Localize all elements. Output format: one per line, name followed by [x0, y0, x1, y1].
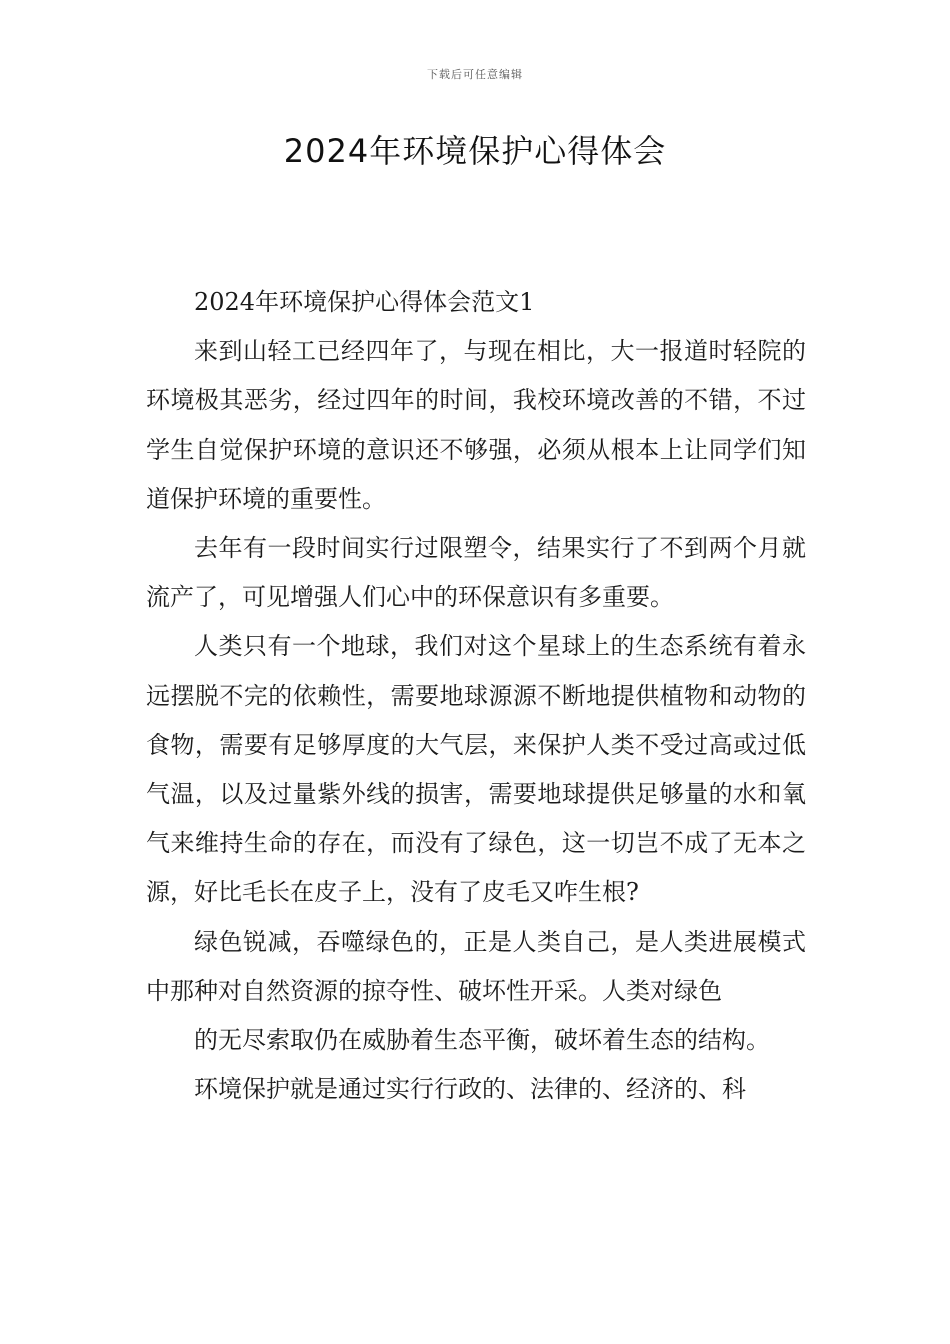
section-heading: 2024年环境保护心得体会范文1: [194, 288, 535, 316]
paragraph: 绿色锐减，吞噬绿色的，正是人类自己，是人类进展模式中那种对自然资源的掠夺性、破坏性开采。人类对绿色: [146, 927, 806, 1005]
document-title: 2024年环境保护心得体会: [283, 132, 667, 170]
document-body: [146, 278, 806, 1114]
paragraph: 来到山轻工已经四年了，与现在相比，大一报道时轻院的环境极其恶劣，经过四年的时间，我校环境改善的不错，不过学生自觉保护环境的意识还不够强，必须从根本上让同学们知道保护环境的重要性。: [146, 337, 806, 513]
header-note: 下载后可任意编辑: [427, 68, 523, 81]
paragraph: 环境保护就是通过实行行政的、法律的、经济的、科: [194, 1075, 746, 1104]
paragraph: 人类只有一个地球，我们对这个星球上的生态系统有着永远摆脱不完的依赖性，需要地球源源不断地提供植物和动物的食物，需要有足够厚度的大气层，来保护人类不受过高或过低气温，以及过量紫外线的损害，需要地球提供足够量的水和氧气来维持生命的存在，而没有了绿色，这一切岂不成了无本之源，好比毛长在皮子上，没有了皮毛又咋生根?: [146, 632, 806, 907]
paragraph: 去年有一段时间实行过限塑令，结果实行了不到两个月就流产了，可见增强人们心中的环保意识有多重要。: [146, 534, 806, 612]
paragraph: 的无尽索取仍在威胁着生态平衡，破坏着生态的结构。: [194, 1026, 770, 1055]
